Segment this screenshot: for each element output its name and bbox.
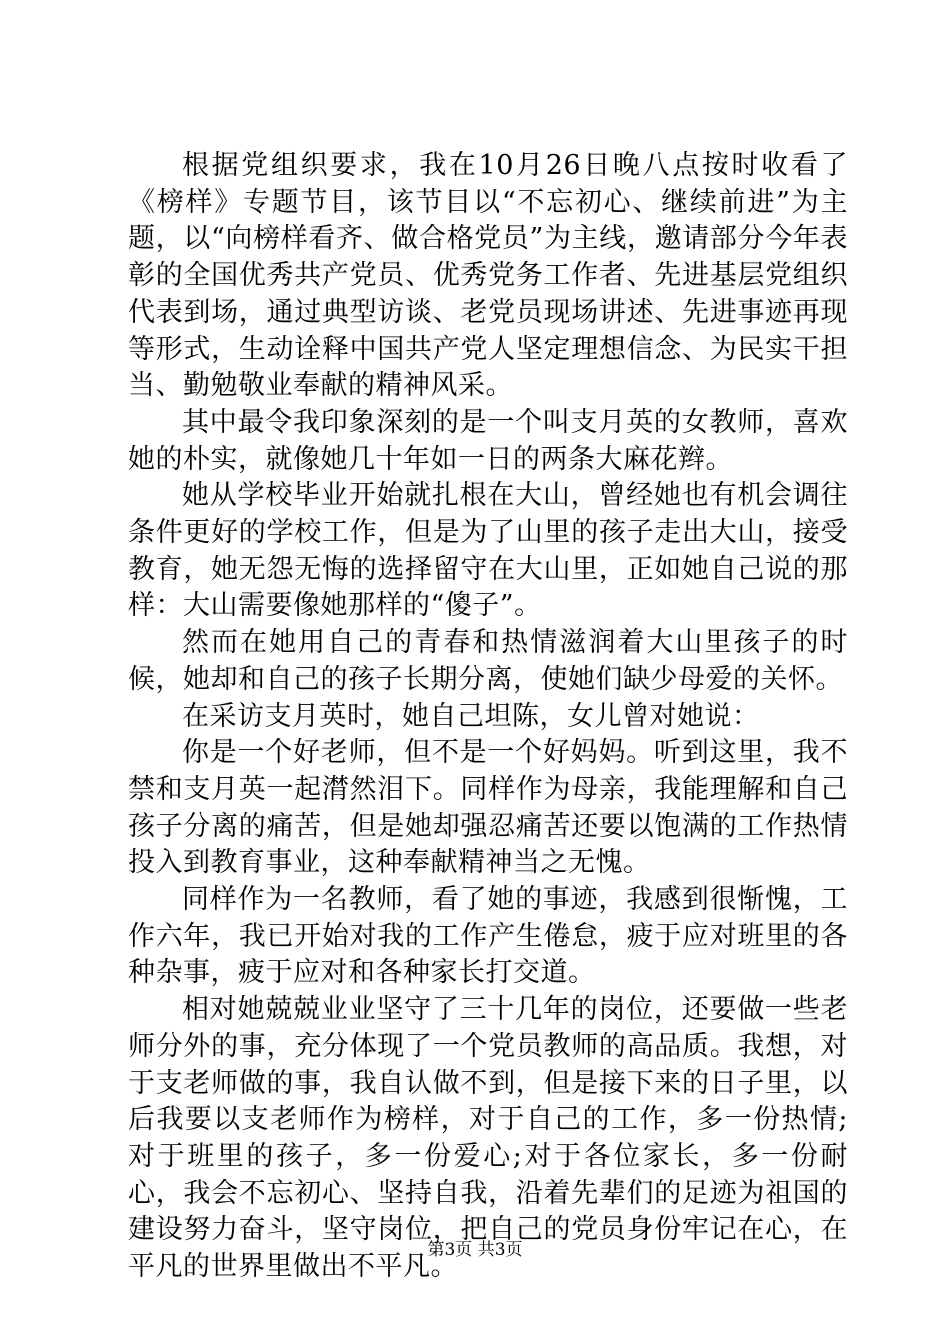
page-number: 第3页 共3页 (427, 1240, 523, 1260)
paragraph: 然而在她用自己的青春和热情滋润着大山里孩子的时候，她却和自己的孩子长期分离，使她们缺少母爱的关怀。 (128, 627, 848, 695)
paragraph: 你是一个好老师，但不是一个好妈妈。听到这里，我不禁和支月英一起潸然泪下。同样作为母亲，我能理解和自己孩子分离的痛苦，但是她却强忍痛苦还要以饱满的工作热情投入到教育事业，这种奉献精神当之无愧。 (128, 737, 848, 879)
document-body (128, 148, 848, 1286)
paragraph: 在采访支月英时，她自己坦陈，女儿曾对她说： (182, 700, 760, 732)
paragraph: 她从学校毕业开始就扎根在大山，曾经她也有机会调往条件更好的学校工作，但是为了山里的孩子走出大山，接受教育，她无怨无悔的选择留守在大山里，正如她自己说的那样：大山需要像她那样的“傻子”。 (128, 480, 848, 622)
page-footer (0, 1235, 950, 1260)
paragraph: 根据党组织要求，我在10月26日晚八点按时收看了《榜样》专题节目，该节目以“不忘初心、继续前进”为主题，以“向榜样看齐、做合格党员”为主线，邀请部分今年表彰的全国优秀共产党员、优秀党务工作者、先进基层党组织代表到场，通过典型访谈、老党员现场讲述、先进事迹再现等形式，生动诠释中国共产党人坚定理想信念、为民实干担当、勤勉敬业奉献的精神风采。 (128, 150, 848, 402)
paragraph: 相对她兢兢业业坚守了三十几年的岗位，还要做一些老师分外的事，充分体现了一个党员教师的高品质。我想，对于支老师做的事，我自认做不到，但是接下来的日子里，以后我要以支老师作为榜样，对于自己的工作，多一份热情;对于班里的孩子，多一份爱心;对于各位家长，多一份耐心，我会不忘初心、坚持自我，沿着先辈们的足迹为祖国的建设努力奋斗，坚守岗位，把自己的党员身份牢记在心，在平凡的世界里做出不平凡。 (128, 994, 848, 1283)
paragraph: 同样作为一名教师，看了她的事迹，我感到很惭愧，工作六年，我已开始对我的工作产生倦怠，疲于应对班里的各种杂事，疲于应对和各种家长打交道。 (128, 884, 848, 989)
paragraph: 其中最令我印象深刻的是一个叫支月英的女教师，喜欢她的朴实，就像她几十年如一日的两条大麻花辫。 (128, 406, 848, 475)
